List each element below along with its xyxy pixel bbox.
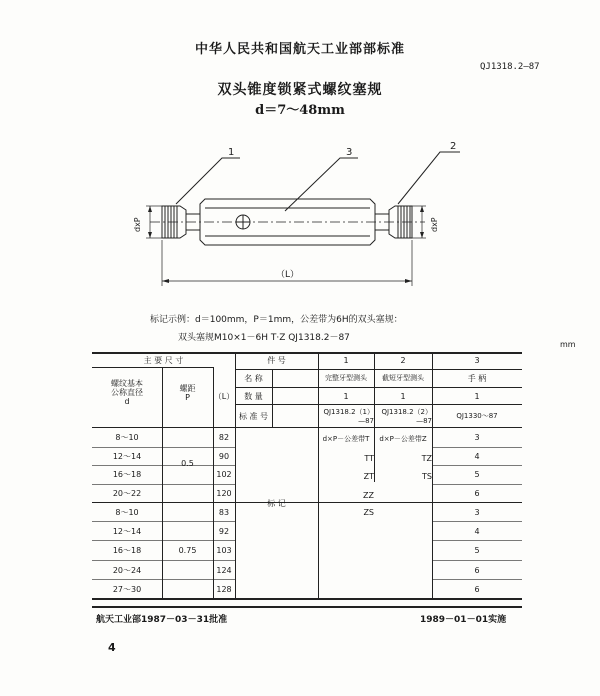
std-number-2: QJ1318.2（2） —87 [381, 408, 432, 425]
row-3-d: 20～22 [112, 489, 142, 498]
leader-2 [398, 152, 460, 204]
footer-rule [92, 606, 522, 608]
unit-label: mm [560, 340, 576, 349]
row-0-p: 0.5 [181, 459, 194, 468]
callout-2: 2 [450, 141, 457, 152]
row-6-h: 5 [474, 546, 480, 555]
std-number-3: QJ1330～87 [456, 412, 498, 420]
mark-part2-0: TZ [421, 454, 432, 463]
mark-part1-3: ZS [363, 508, 374, 517]
row-2-h: 5 [474, 470, 480, 479]
row-label-mark: 标 记 [267, 499, 286, 508]
document-subtitle: d＝7～48mm [255, 103, 345, 118]
col-header-p: 螺距 P [179, 384, 196, 402]
col-header-d: 螺纹基本 公称直径 d [111, 379, 143, 406]
part-name-3: 手 柄 [467, 374, 487, 383]
marking-example-line-2: 双头塞规M10×1－6H T·Z QJ1318.2－87 [178, 333, 350, 343]
row-0-l: 82 [218, 433, 230, 442]
mark-part1-1: ZT [363, 472, 374, 481]
row-6-l: 103 [216, 546, 232, 555]
row-3-h: 6 [474, 489, 480, 498]
row-1-h: 4 [474, 452, 480, 461]
approval-date: 航天工业部1987－03－31批准 [96, 615, 228, 625]
row-0-d: 8～10 [115, 433, 139, 442]
row-2-l: 102 [216, 470, 232, 479]
dim-d-left-label: dxP [133, 217, 142, 232]
row-7-h: 6 [474, 566, 480, 575]
callout-1: 1 [228, 147, 235, 158]
row-2-d: 16～18 [112, 470, 142, 479]
quantity-2: 1 [400, 392, 406, 401]
row-8-d: 27～30 [112, 585, 142, 594]
quantity-1: 1 [343, 392, 349, 401]
mark-part1-2: ZZ [363, 491, 374, 500]
row-1-l: 90 [218, 452, 230, 461]
row-3-l: 120 [216, 489, 232, 498]
std-number-1: QJ1318.2（1） —87 [323, 408, 374, 425]
leader-3 [285, 158, 358, 211]
row-6-p: 0.75 [178, 546, 197, 555]
part-name-1: 完整牙型测头 [325, 374, 367, 382]
row-label-name: 名 称 [244, 374, 263, 383]
row-4-d: 8～10 [115, 508, 139, 517]
row-5-h: 4 [474, 527, 480, 536]
row-label-seq: 件 号 [267, 356, 286, 365]
part-number-2: 2 [400, 356, 406, 365]
row-4-h: 3 [474, 508, 480, 517]
document-title: 双头锥度锁紧式螺纹塞规 [217, 82, 383, 98]
standard-body-header: 中华人民共和国航天工业部部标准 [194, 42, 405, 57]
mark-formula-2: d×P－公差带Z [379, 435, 427, 443]
mark-part2-1: TS [422, 472, 432, 481]
mark-part1-0: TT [364, 454, 374, 463]
quantity-3: 1 [474, 392, 480, 401]
row-8-h: 6 [474, 585, 480, 594]
col-header-l: （L） [213, 392, 235, 401]
row-7-l: 124 [216, 566, 232, 575]
row-8-l: 128 [216, 585, 232, 594]
standard-code: QJ1318.2—87 [480, 62, 540, 72]
gauge-drawing [0, 0, 600, 300]
row-4-l: 83 [218, 508, 230, 517]
dim-L-label: （L） [276, 270, 300, 280]
row-5-d: 12～14 [112, 527, 142, 536]
row-5-l: 92 [218, 527, 230, 536]
marking-example-line-1: 标记示例：d＝100mm，P＝1mm，公差带为6H的双头塞规： [150, 315, 403, 325]
row-label-qty: 数 量 [244, 392, 263, 401]
dimensions-table [92, 352, 522, 600]
row-6-d: 16～18 [112, 546, 142, 555]
group-header: 主 要 尺 寸 [143, 356, 184, 365]
row-7-d: 20～24 [112, 566, 142, 575]
row-label-std: 标 准 号 [238, 412, 269, 421]
part-number-3: 3 [474, 356, 480, 365]
dim-d-right-label: dxP [430, 217, 439, 232]
callout-3: 3 [346, 147, 353, 158]
part-number-1: 1 [343, 356, 349, 365]
page-number: 4 [108, 641, 116, 654]
leader-1 [176, 158, 240, 204]
part-name-2: 截短牙型测头 [382, 374, 424, 382]
implementation-date: 1989－01－01实施 [420, 615, 507, 625]
mark-formula-1: d×P－公差带T [322, 435, 370, 443]
row-1-d: 12～14 [112, 452, 142, 461]
row-0-h: 3 [474, 433, 480, 442]
